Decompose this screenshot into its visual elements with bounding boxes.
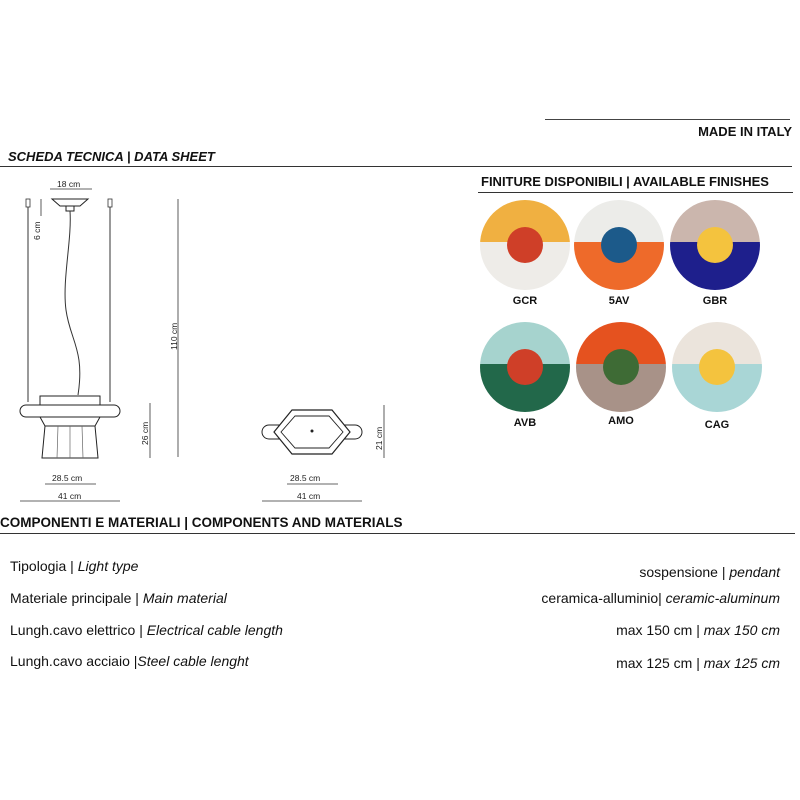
finish-code-label: AVB [513, 417, 537, 429]
finish-code-label: CAG [704, 419, 730, 431]
finish-swatch-5av [574, 200, 664, 290]
dim-outer-width-front-label: 41 cm [58, 491, 82, 501]
dim-outer-width-side-label: 41 cm [297, 491, 321, 501]
row-steel-cable-label [10, 653, 249, 669]
row-main-material-value [541, 590, 780, 606]
value-it: ceramica-alluminio| [541, 590, 666, 606]
side-view-center [311, 430, 314, 433]
row-electrical-cable-value [616, 622, 780, 638]
cable-clamp-right [108, 199, 112, 207]
label-en: Light type [77, 558, 139, 574]
canopy-stem [66, 206, 74, 211]
lamp-waist [40, 417, 100, 426]
finish-code-label: AMO [608, 415, 634, 427]
row-light-type-label [10, 558, 138, 574]
top-rule [545, 119, 790, 120]
row-main-material-label [10, 590, 227, 606]
finish-swatch-gcr [480, 200, 570, 290]
value-it: max 150 cm | [616, 622, 704, 638]
dim-top-width-label: 18 cm [57, 179, 81, 189]
made-in-italy-label: MADE IN ITALY [698, 124, 792, 139]
swatch-center-dot [507, 349, 543, 385]
value-it: sospensione | [639, 564, 730, 580]
finishes-title: FINITURE DISPONIBILI | AVAILABLE FINISHES [481, 174, 769, 189]
value-en: max 125 cm [703, 655, 780, 671]
cable-clamp-left [26, 199, 30, 207]
label-it: Lungh.cavo acciaio | [10, 653, 138, 669]
finish-swatch-cag [672, 322, 762, 412]
label-it: Materiale principale | [10, 590, 143, 606]
dim-inner-width-side-label: 28.5 cm [290, 473, 321, 483]
label-it: Lungh.cavo elettrico | [10, 622, 147, 638]
swatch-center-dot [699, 349, 735, 385]
swatch-center-dot [697, 227, 733, 263]
canopy-shape [52, 199, 88, 206]
label-en: Steel cable lenght [137, 653, 249, 669]
row-electrical-cable-label [10, 622, 283, 638]
lamp-handles [20, 405, 120, 417]
dim-canopy-height-label: 6 cm [32, 221, 42, 240]
value-en: pendant [729, 564, 780, 580]
finish-swatch-avb [480, 322, 570, 412]
finish-swatch-amo [576, 322, 666, 412]
value-it: max 125 cm | [616, 655, 704, 671]
section-rule [0, 166, 792, 167]
electrical-cable [65, 211, 80, 395]
row-light-type-value [639, 564, 780, 580]
finish-code-label: GBR [702, 295, 728, 307]
finish-code-label: GCR [512, 295, 538, 307]
finish-code-label: 5AV [608, 295, 630, 307]
row-steel-cable-value [616, 655, 780, 671]
dim-total-height-label: 110 cm [169, 322, 179, 350]
value-en: ceramic-aluminum [665, 590, 780, 606]
dim-side-height-label: 21 cm [374, 426, 384, 450]
components-title: COMPONENTI E MATERIALI | COMPONENTS AND MATERIALS [0, 515, 403, 530]
label-en: Electrical cable length [146, 622, 283, 638]
data-sheet-title: SCHEDA TECNICA | DATA SHEET [8, 149, 215, 164]
dim-inner-width-front-label: 28.5 cm [52, 473, 83, 483]
technical-drawing [0, 170, 470, 510]
label-it: Tipologia | [10, 558, 78, 574]
swatch-center-dot [603, 349, 639, 385]
finishes-rule [478, 192, 793, 193]
components-rule [0, 533, 795, 534]
finish-swatch-gbr [670, 200, 760, 290]
label-en: Main material [142, 590, 227, 606]
value-en: max 150 cm [703, 622, 780, 638]
swatch-center-dot [601, 227, 637, 263]
dim-body-height-label: 26 cm [140, 421, 150, 445]
swatch-center-dot [507, 227, 543, 263]
